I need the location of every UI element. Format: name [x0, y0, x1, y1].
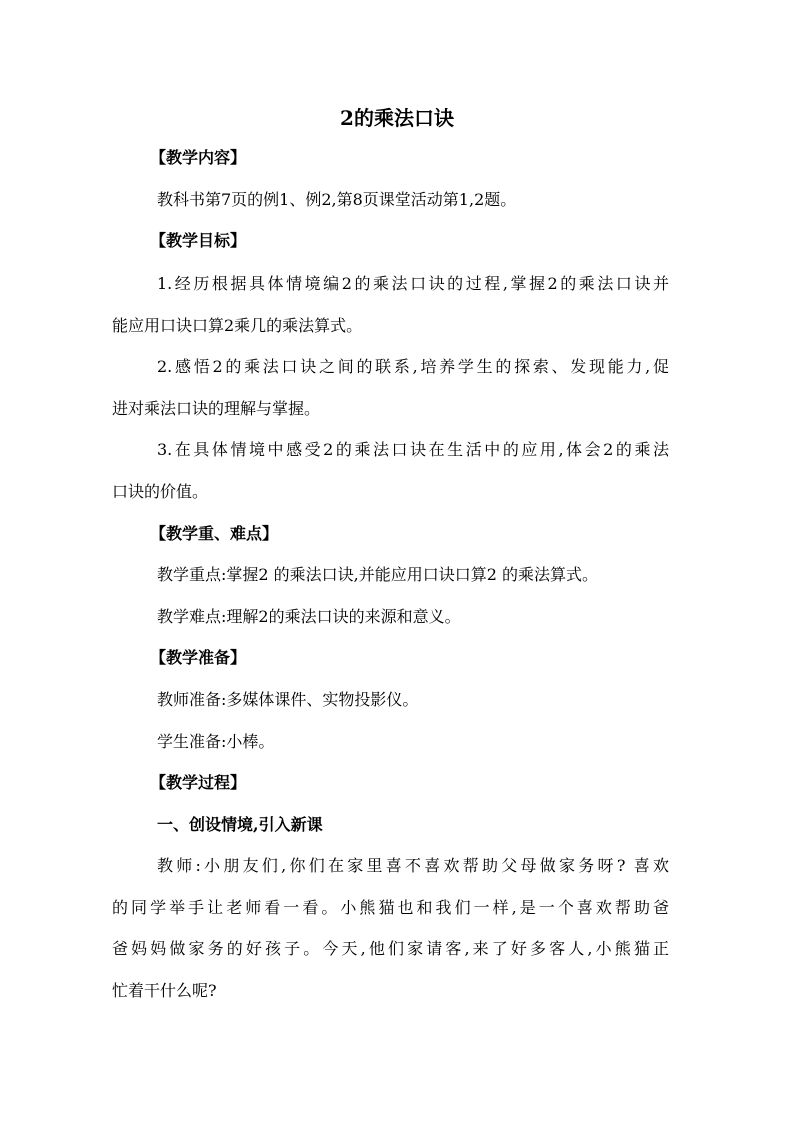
heading-teaching-preparation: 【教学准备】 — [150, 648, 247, 667]
goal-3-line-2: 口诀的价值。 — [112, 482, 209, 501]
heading-teaching-content: 【教学内容】 — [150, 148, 247, 167]
difficult-point-text: 教学难点:理解2的乘法口诀的来源和意义。 — [157, 607, 461, 626]
goal-3-line-1: 3.在具体情境中感受2的乘法口诀在生活中的应用,体会2的乘法 — [157, 440, 669, 459]
student-preparation-text: 学生准备:小棒。 — [157, 732, 275, 751]
paragraph-1-line-4: 忙着干什么呢? — [112, 981, 217, 1000]
goal-1-line-1: 1.经历根据具体情境编2的乘法口诀的过程,掌握2的乘法口诀并 — [157, 274, 669, 293]
teaching-content-text: 教科书第7页的例1、例2,第8页课堂活动第1,2题。 — [157, 190, 517, 209]
heading-teaching-goals: 【教学目标】 — [150, 231, 247, 250]
heading-teaching-process: 【教学过程】 — [150, 773, 247, 792]
teacher-preparation-text: 教师准备:多媒体课件、实物投影仪。 — [157, 690, 419, 709]
paragraph-1-line-3: 爸妈妈做家务的好孩子。今天,他们家请客,来了好多客人,小熊猫正 — [112, 939, 669, 958]
goal-2-line-2: 进对乘法口诀的理解与掌握。 — [112, 399, 321, 418]
paragraph-1-line-1: 教师:小朋友们,你们在家里喜不喜欢帮助父母做家务呀? 喜欢 — [157, 856, 669, 875]
goal-2-line-1: 2.感悟2的乘法口诀之间的联系,培养学生的探索、发现能力,促 — [157, 357, 669, 376]
goal-1-line-2: 能应用口诀口算2乘几的乘法算式。 — [112, 316, 363, 335]
document-title: 2的乘法口诀 — [340, 106, 454, 130]
step-1-heading: 一、创设情境,引入新课 — [157, 815, 323, 834]
key-point-text: 教学重点:掌握2 的乘法口诀,并能应用口诀口算2 的乘法算式。 — [157, 565, 599, 584]
paragraph-1-line-2: 的同学举手让老师看一看。小熊猫也和我们一样,是一个喜欢帮助爸 — [112, 898, 669, 917]
heading-key-difficult-points: 【教学重、难点】 — [150, 524, 279, 543]
